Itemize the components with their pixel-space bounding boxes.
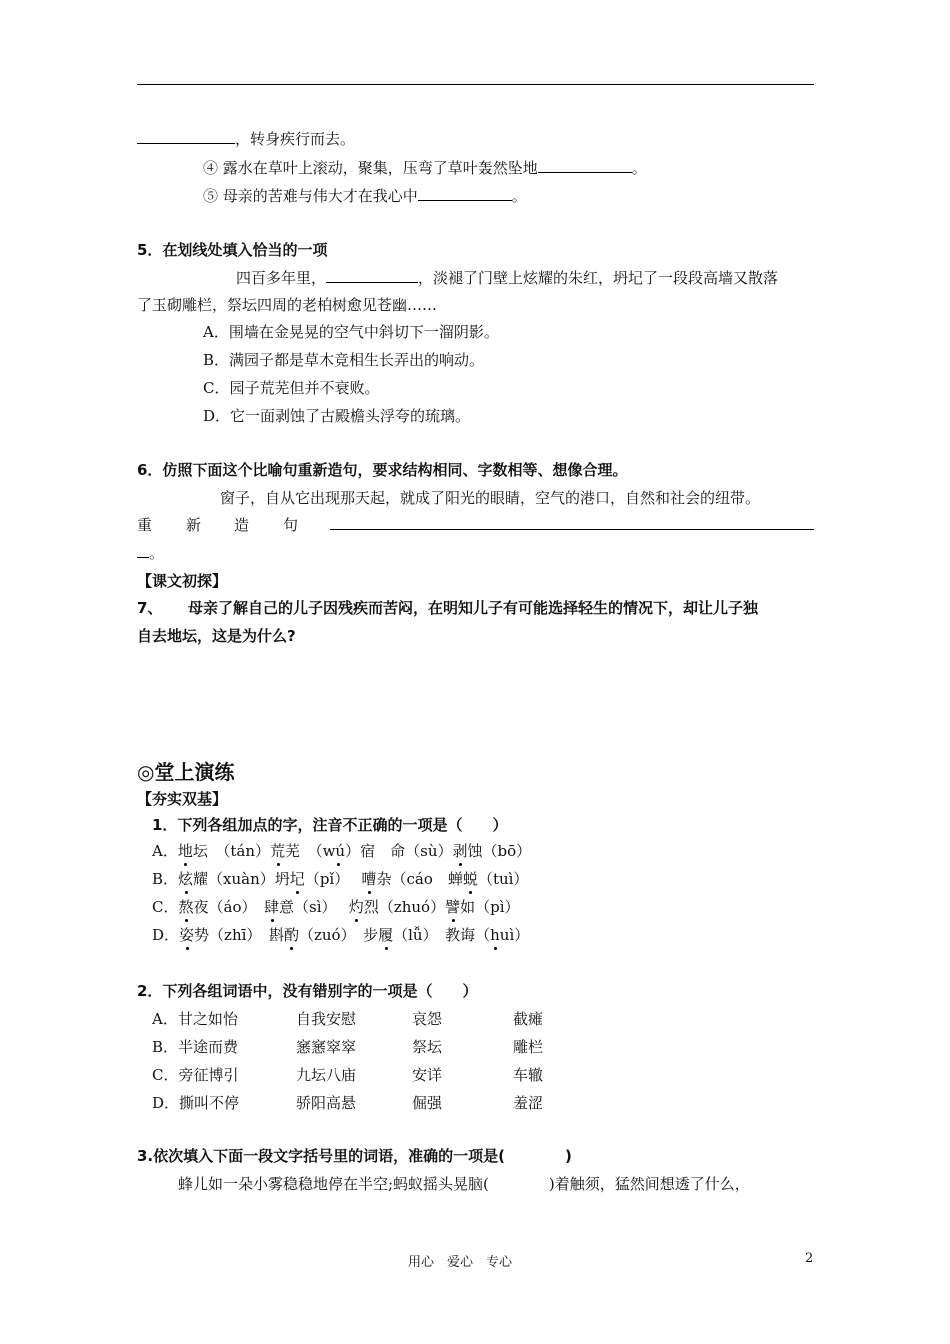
- q6-label-char-4: 句: [283, 516, 299, 534]
- q5-passage-line1: [236, 267, 778, 288]
- q7-text-line1: 母亲了解自己的儿子因残疾而苦闷，在明知儿子有可能选择轻生的情况下，却让儿子独: [188, 599, 759, 617]
- option-letter: D．: [152, 926, 180, 944]
- dotted-char: 地: [177, 842, 193, 860]
- dotted-char: 剥: [452, 842, 468, 860]
- answer-blank[interactable]: [418, 186, 512, 201]
- section-class-practice: ◎堂上演练: [137, 760, 235, 784]
- word-pinyin: （lǚ）: [393, 926, 431, 944]
- word-pinyin: 芜: [285, 842, 301, 860]
- q6-answer-line[interactable]: [330, 529, 814, 530]
- dotted-char: 嘈: [361, 870, 377, 888]
- p2-option-c-w3: 安详: [412, 1066, 443, 1084]
- p2-option-d-w2: 骄阳高悬: [296, 1094, 357, 1112]
- p2-option-b-w4: 雕栏: [513, 1038, 544, 1056]
- dotted-char: 肆: [264, 898, 280, 916]
- word-char: 坍: [274, 870, 290, 888]
- p3-title: 3.依次填入下面一段文字括号里的词语，准确的一项是( ): [137, 1147, 572, 1165]
- word-pinyin: 耀（xuàn）: [193, 870, 275, 888]
- answer-blank[interactable]: [326, 268, 418, 283]
- p1-option-b[interactable]: [152, 868, 528, 889]
- q7-text-line2: 自去地坛，这是为什么?: [137, 627, 296, 645]
- item-4: [203, 157, 647, 178]
- p2-option-b-w1[interactable]: B．半途而费: [152, 1038, 239, 1056]
- p2-option-b-w2: 窸窸窣窣: [296, 1038, 357, 1056]
- dotted-char: 蜕: [462, 870, 478, 888]
- q6-title: 6．仿照下面这个比喻句重新造句，要求结构相同、字数相等、想像合理。: [137, 461, 628, 479]
- word-char: 步: [363, 926, 379, 944]
- p2-option-a-w1[interactable]: A．甘之如怡: [152, 1010, 238, 1028]
- item-5: [203, 185, 527, 206]
- q5-option-c[interactable]: C．园子荒芜但并不衰败。: [203, 379, 380, 397]
- continuation-line: [137, 128, 355, 149]
- p2-option-c-w4: 车辙: [513, 1066, 544, 1084]
- q6-label-char-2: 新: [186, 516, 202, 534]
- dotted-char: 履: [378, 926, 394, 944]
- q5-passage-line2: 了玉砌雕栏，祭坛四周的老柏树愈见苍幽……: [137, 296, 438, 314]
- word-pinyin: 意（sì）: [279, 898, 330, 916]
- page-number: 2: [805, 1251, 814, 1266]
- p1-title: 1．下列各组加点的字，注音不正确的一项是（ ）: [152, 816, 508, 834]
- dotted-char: 譬: [445, 898, 461, 916]
- word-char: 蝉: [447, 870, 463, 888]
- word-pinyin: 势（zhī）: [194, 926, 254, 944]
- answer-blank[interactable]: [538, 158, 632, 173]
- dotted-char: 酌: [283, 926, 299, 944]
- p3-passage: 蜂儿如一朵小雾稳稳地停在半空;蚂蚁摇头晃脑( )着触须，猛然间想透了什么，: [178, 1175, 750, 1193]
- q5-passage-b: ，淡褪了门壁上炫耀的朱红，坍圮了一段段高墙又散落: [418, 269, 779, 287]
- option-letter: A．: [152, 842, 178, 860]
- p2-option-a-w3: 哀怨: [412, 1010, 443, 1028]
- word-pinyin: 宿: [360, 842, 376, 860]
- p2-option-b-w3: 祭坛: [412, 1038, 443, 1056]
- q5-passage-a: 四百多年里，: [236, 269, 327, 287]
- dotted-char: （wú）: [315, 842, 361, 860]
- word-pinyin: 蚀（bō）: [467, 842, 532, 860]
- word-pinyin: （zuó）: [298, 926, 349, 944]
- answer-blank[interactable]: [137, 129, 235, 144]
- word-pinyin: 如（pì）: [460, 898, 520, 916]
- dotted-char: 圮: [289, 870, 305, 888]
- section-basics: 【夯实双基】: [137, 790, 228, 808]
- q5-option-b[interactable]: B．满园子都是草木竞相生长弄出的响动。: [203, 351, 485, 369]
- word-char: 教: [445, 926, 461, 944]
- p2-option-a-w4: 截瘫: [513, 1010, 544, 1028]
- dotted-char: 诲（huì）: [460, 926, 530, 944]
- q5-title: 5．在划线处填入恰当的一项: [137, 241, 328, 259]
- word-pinyin: （tuì）: [477, 870, 529, 888]
- dotted-char: 荒: [270, 842, 286, 860]
- q5-option-a[interactable]: A．围墙在金晃晃的空气中斜切下一溜阴影。: [203, 323, 499, 341]
- word-pinyin: （pǐ）: [304, 870, 342, 888]
- footer-motto: 用心 爱心 专心: [408, 1255, 513, 1270]
- dotted-char: 熬: [178, 898, 194, 916]
- option-letter: B．: [152, 870, 179, 888]
- word-pinyin: 夜（áo）: [193, 898, 249, 916]
- p2-option-d-w1[interactable]: D．撕叫不停: [152, 1094, 240, 1112]
- p2-option-d-w4: 羞涩: [513, 1094, 544, 1112]
- option-letter: C．: [152, 898, 179, 916]
- dotted-char: 灼: [348, 898, 364, 916]
- item-5-end: 。: [511, 187, 527, 205]
- item-4-end: 。: [631, 159, 647, 177]
- q6-example: 窗子，自从它出现那天起，就成了阳光的眼睛，空气的港口，自然和社会的纽带。: [220, 489, 761, 507]
- p1-option-d[interactable]: [152, 924, 529, 945]
- q6-line-wrap: [137, 542, 164, 563]
- p1-option-a[interactable]: [152, 840, 531, 861]
- dotted-char: 炫: [178, 870, 194, 888]
- q6-label-char-1: 重: [137, 516, 153, 534]
- p2-option-d-w3: 倔强: [412, 1094, 443, 1112]
- word-char: 命（sù）: [390, 842, 453, 860]
- dotted-char: 姿: [179, 926, 195, 944]
- word-char: 斟: [268, 926, 284, 944]
- item-5-text: ⑤ 母亲的苦难与伟大才在我心中: [203, 187, 418, 205]
- q5-option-d[interactable]: D．它一面剥蚀了古殿檐头浮夸的琉璃。: [203, 407, 471, 425]
- word-pinyin: 坛: [192, 842, 208, 860]
- p2-option-c-w1[interactable]: C．旁征博引: [152, 1066, 239, 1084]
- p2-option-c-w2: 九坛八庙: [296, 1066, 357, 1084]
- p2-title: 2．下列各组词语中，没有错别字的一项是（ ）: [137, 982, 478, 1000]
- q6-label-char-3: 造: [234, 516, 250, 534]
- line-tail: ，转身疾行而去。: [235, 130, 356, 148]
- p1-option-c[interactable]: [152, 896, 520, 917]
- section-kewen: 【课文初探】: [137, 572, 228, 590]
- header-rule: [137, 84, 814, 85]
- q6-line-end: 。: [149, 544, 165, 562]
- q7-number: 7、: [137, 599, 163, 617]
- word-char: （tán）: [222, 842, 271, 860]
- word-pinyin: 烈（zhuó）: [363, 898, 446, 916]
- p2-option-a-w2: 自我安慰: [296, 1010, 357, 1028]
- item-4-text: ④ 露水在草叶上滚动，聚集，压弯了草叶轰然坠地: [203, 159, 538, 177]
- answer-blank[interactable]: [137, 543, 149, 558]
- word-pinyin: 杂（cáo: [376, 870, 433, 888]
